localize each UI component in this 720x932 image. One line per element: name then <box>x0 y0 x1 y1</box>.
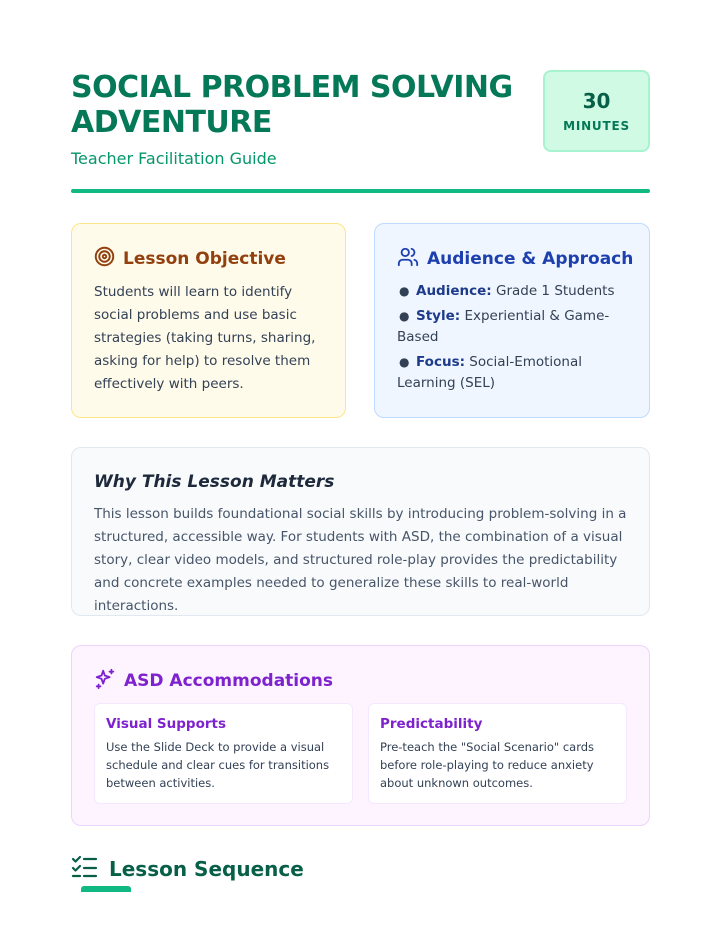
objective-card <box>71 223 346 418</box>
asd-heading: ASD Accommodations <box>124 671 334 691</box>
list-item <box>397 352 637 394</box>
target-icon <box>94 246 115 271</box>
audience-header <box>397 246 633 272</box>
duration-number: 30 <box>582 89 611 113</box>
predictability-card <box>368 703 627 804</box>
focus-key: Focus: <box>416 354 465 370</box>
list-item <box>397 306 637 348</box>
visual-supports-body: Use the Slide Deck to provide a visual schedule and clear cues for transitions between activities. <box>106 740 330 790</box>
audience-key: Audience: <box>416 283 492 299</box>
objective-heading: Lesson Objective <box>123 248 286 269</box>
why-body: This lesson builds foundational social skills by introducing problem-solving in a structured, accessible way. For students with ASD, the combination of a visual story, clear video models, and structured role-play provides the predictability and concrete examples needed to generalize these skills to real-world interactions. <box>94 506 627 614</box>
visual-supports-title: Visual Supports <box>106 716 227 732</box>
sequence-heading: Lesson Sequence <box>109 857 304 881</box>
objective-header <box>94 246 286 271</box>
page-subtitle: Teacher Facilitation Guide <box>71 149 277 168</box>
predictability-title: Predictability <box>380 716 483 732</box>
duration-unit: MINUTES <box>563 119 630 133</box>
why-card <box>71 447 650 616</box>
audience-value: Grade 1 Students <box>495 283 615 299</box>
asd-header <box>94 668 333 694</box>
list-item <box>397 281 637 302</box>
audience-heading: Audience & Approach <box>427 249 634 269</box>
visual-supports-card <box>94 703 353 804</box>
style-value: Experiential & Game-Based <box>397 308 610 345</box>
users-icon <box>397 246 419 272</box>
bullet-icon: ● <box>399 355 410 369</box>
duration-badge <box>543 70 650 152</box>
audience-card <box>374 223 650 418</box>
asd-card <box>71 645 650 826</box>
focus-value: Social-Emotional Learning (SEL) <box>397 354 583 391</box>
why-heading: Why This Lesson Matters <box>94 472 335 492</box>
list-checks-icon <box>71 855 98 883</box>
header-divider <box>71 189 650 193</box>
style-key: Style: <box>416 308 461 324</box>
bullet-icon: ● <box>399 284 410 298</box>
sparkles-icon <box>94 668 116 694</box>
bullet-icon: ● <box>399 309 410 323</box>
page-title: SOCIAL PROBLEM SOLVING ADVENTURE <box>71 70 513 140</box>
sequence-header <box>71 855 304 883</box>
page-header <box>71 70 650 168</box>
predictability-body: Pre-teach the "Social Scenario" cards before role-playing to reduce anxiety about unknown outcomes. <box>380 740 595 790</box>
objective-body: Students will learn to identify social problems and use basic strategies (taking turns, sharing, asking for help) to resolve them effectively with peers. <box>94 284 316 392</box>
sequence-accent-bar <box>81 886 131 892</box>
audience-list <box>397 281 637 398</box>
